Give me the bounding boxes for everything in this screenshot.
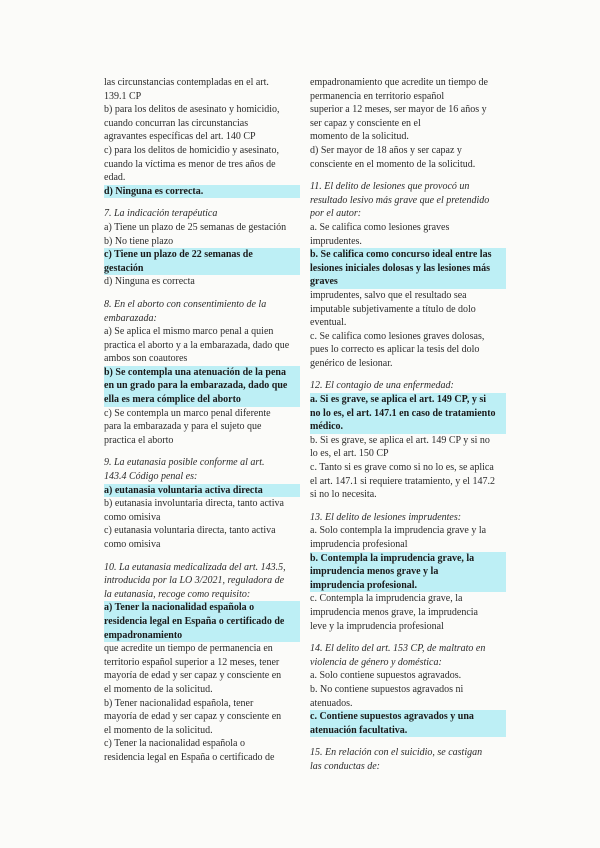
text-line: c) Tener la nacionalidad española o [104,738,245,750]
text-line: c. Tanto si es grave como si no lo es, se aplica [310,462,494,474]
question-7-option-d: d) Ninguna es correcta [104,276,195,288]
question-8-option-a [104,325,300,366]
question-12-option-b [310,434,506,461]
text-line: practica el aborto [104,434,174,446]
text-line: cuando concurran las circunstancias [104,117,249,129]
question-9-option-b [104,497,300,524]
text-line: lesiones iniciales dolosas y las lesiones más [310,262,491,274]
text-line: c) Tiene un plazo de 22 semanas de [104,249,253,261]
question-14-option-a: a. Solo contiene supuestos agravados. [310,670,462,682]
text-line: en un grado para la embarazada, dado que [104,380,288,392]
right-column [310,76,506,774]
question-7-option-a: a) Tiene un plazo de 25 semanas de gestación [104,221,287,233]
text-line: agravantes específicas del art. 140 CP [104,131,256,143]
text-line: b) Se contempla una atenuación de la pena [104,366,286,378]
question-8-option-c [104,407,300,448]
text-line: si no lo necesita. [310,489,377,501]
text-line: no lo es, el art. 147.1 en caso de tratamiento [310,407,496,419]
text-line: gestación [104,262,144,274]
text-line: superior a 12 meses, ser mayor de 16 años y [310,104,487,116]
question-10-option-b [104,697,300,738]
text-line: territorio español superior a 12 meses, tener [104,656,280,668]
text-line: imprudencia menos grave, la imprudencia [310,606,478,618]
text-line: atenuados. [310,697,353,709]
text-line: imprudencia menos grave y la [310,566,439,578]
text-line: b) eutanasia involuntaria directa, tanto activa [104,498,284,510]
text-line: c) para los delitos de homicidio y asesinato, [104,144,279,156]
text-line: residencia legal en España o certificado de [104,751,275,763]
question-13-option-a [310,524,506,551]
text-line: 8. En el aborto con consentimiento de la [104,298,267,310]
question-10-option-c [104,737,300,764]
question-12-stem: 12. El contagio de una enfermedad: [310,380,454,392]
text-line: violencia de género y doméstica: [310,656,442,668]
text-line: cuando la víctima es menor de tres años de [104,158,276,170]
question-10-option-a-continued [104,642,300,696]
question-7-option-c-correct [104,248,300,275]
text-line: imprudencia profesional [310,539,408,550]
text-line: consciente en el momento de la solicitud. [310,158,476,170]
question-9-option-c [104,524,300,551]
question-12-option-c [310,461,506,502]
text-line: 139.1 CP [104,90,142,102]
text-line: que acredite un tiempo de permanencia en [104,643,273,655]
text-line: como omisiva [104,539,161,550]
text-line: imprudentes, salvo que el resultado sea [310,289,467,301]
question-11-option-b-continued [310,289,506,330]
text-line: el art. 147.1 si requiere tratamiento, y el 147.2 [310,475,495,487]
text-line: permanencia en territorio español [310,90,445,102]
text-line: eventual. [310,317,347,329]
question-11-option-c [310,330,506,371]
text-line: a. Solo contempla la imprudencia grave y la [310,525,487,537]
prev-question-correct-answer: d) Ninguna es correcta. [104,185,300,199]
text-line: b. Se califica como concurso ideal entre las [310,249,492,261]
question-13-option-c [310,592,506,633]
text-line: a) Tener la nacionalidad española o [104,602,255,614]
question-11-option-a [310,221,506,248]
text-line: edad. [104,172,126,184]
text-line: genérico de lesionar. [310,357,393,369]
question-11-option-b-correct [310,248,506,289]
text-line: resultado lesivo más grave que el pretendido [310,194,490,206]
text-line: mayoría de edad y ser capaz y consciente en [104,670,282,682]
text-line: las circunstancias contempladas en el art. [104,77,269,88]
text-line: c. Se califica como lesiones graves dolosas, [310,330,485,342]
text-line: b. No contiene supuestos agravados ni [310,683,464,695]
text-line: el momento de la solicitud. [104,683,213,695]
text-line: b. Contempla la imprudencia grave, la [310,552,475,564]
text-line: embarazada: [104,312,157,324]
text-line: mayoría de edad y ser capaz y consciente en [104,711,282,723]
text-line: leve y la imprudencia profesional [310,620,444,632]
text-line: 9. La eutanasia posible conforme al art. [104,457,265,469]
question-15-stem [310,746,506,773]
question-8-stem [104,298,300,325]
text-line: residencia legal en España o certificado de [104,615,285,627]
text-line: 10. La eutanasia medicalizada del art. 143.5, [104,561,286,573]
question-11-stem [310,180,506,221]
text-line: c) eutanasia voluntaria directa, tanto activa [104,525,276,537]
text-line: imputable subjetivamente a título de dolo [310,303,476,315]
text-line: la eutanasia, recoge como requisito: [104,588,251,600]
text-line: 143.4 Código penal es: [104,471,198,483]
question-10-option-d [310,144,506,171]
text-line: las conductas de: [310,760,380,772]
text-line: ser capaz y consciente en el [310,117,421,129]
question-8-option-b-correct [104,366,300,407]
text-line: a) Se aplica el mismo marco penal a quien [104,326,274,338]
question-13-option-b-correct [310,552,506,593]
text-line: como omisiva [104,511,161,523]
text-line: c. Contempla la imprudencia grave, la [310,593,463,605]
text-line: graves [310,276,338,288]
text-line: c) Se contempla un marco penal diferente [104,407,271,419]
question-14-option-c-correct [310,710,506,737]
text-line: atenuación facultativa. [310,724,408,736]
text-line: médico. [310,421,344,433]
prev-question-tail [104,76,300,185]
text-line: ella es mera cómplice del aborto [104,394,241,406]
text-line: 14. El delito del art. 153 CP, de maltrato en [310,643,486,655]
text-line: por el autor: [310,208,362,220]
text-line: a. Si es grave, se aplica el art. 149 CP, y si [310,394,487,406]
question-9-stem [104,456,300,483]
text-line: 11. El delito de lesiones que provocó un [310,181,470,193]
text-line: c. Contiene supuestos agravados y una [310,711,474,723]
question-7-option-b: b) No tiene plazo [104,235,174,247]
text-line: lo es, el art. 150 CP [310,448,389,460]
text-line: ambos son coautores [104,353,188,365]
text-line: el momento de la solicitud. [104,724,213,736]
question-7-stem: 7. La indicación terapéutica [104,208,218,220]
question-14-option-b [310,683,506,710]
text-line: practica el aborto y a la embarazada, dado que [104,339,290,351]
question-9-option-a-correct: a) eutanasia voluntaria activa directa [104,484,300,498]
question-10-option-c-continued [310,76,506,144]
text-line: imprudencia profesional. [310,579,418,591]
question-14-stem [310,642,506,669]
question-13-stem: 13. El delito de lesiones imprudentes: [310,511,462,523]
question-12-option-a-correct [310,393,506,434]
text-line: para la embarazada y para el sujeto que [104,421,262,433]
text-line: 15. En relación con el suicidio, se castigan [310,747,483,759]
text-line: b) para los delitos de asesinato y homicidio, [104,104,280,116]
text-line: empadronamiento que acredite un tiempo de [310,77,488,88]
text-line: pues lo correcto es aplicar la tesis del dolo [310,344,480,356]
left-column [104,76,300,765]
text-line: d) Ser mayor de 18 años y ser capaz y [310,144,462,156]
question-10-option-a-correct [104,601,300,642]
text-line: b. Si es grave, se aplica el art. 149 CP y si no [310,434,490,446]
text-line: imprudentes. [310,235,362,247]
question-10-stem [104,561,300,602]
text-line: momento de la solicitud. [310,131,409,143]
text-line: a. Se califica como lesiones graves [310,221,450,233]
text-line: b) Tener nacionalidad española, tener [104,697,254,709]
text-line: introducida por la LO 3/2021, reguladora de [104,575,285,587]
text-line: empadronamiento [104,629,183,641]
